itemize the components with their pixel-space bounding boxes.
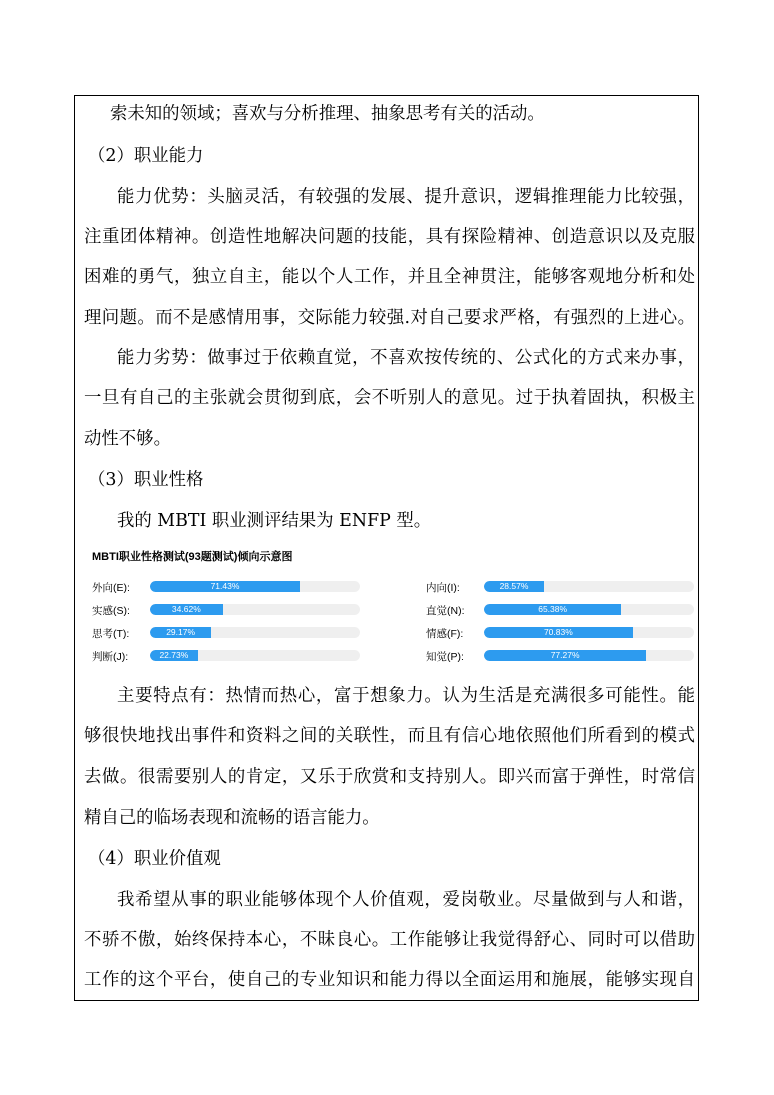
bar-fill (150, 650, 198, 661)
paragraph-line: 我的 MBTI 职业测评结果为 ENFP 型。 (117, 511, 432, 531)
paragraph-line: 能力优势：头脑灵活，有较强的发展、提升意识，逻辑推理能力比较强， (117, 187, 695, 207)
paragraph-line: 主要特点有：热情而热心，富于想象力。认为生活是充满很多可能性。能 (117, 686, 695, 706)
bar-label: 外向(E): (92, 582, 130, 594)
bar-label: 实感(S): (92, 605, 130, 617)
bar-value-label: 77.27% (550, 650, 580, 660)
bar-label: 情感(F): (426, 628, 464, 640)
section-heading: （4）职业价值观 (88, 849, 221, 869)
bar-fill (150, 581, 300, 592)
bar-fill (484, 604, 621, 615)
chart-title: MBTI职业性格测试(93题测试)倾向示意图 (92, 551, 293, 563)
bar-fill (484, 581, 544, 592)
bar-value-label: 71.43% (210, 581, 240, 591)
bar-value-label: 28.57% (499, 581, 529, 591)
section-heading: （2）职业能力 (88, 146, 204, 166)
bar-label: 内向(I): (426, 582, 460, 594)
bar-value-label: 70.83% (543, 627, 573, 637)
bar-row (92, 627, 360, 639)
section-heading: （3）职业性格 (88, 470, 204, 490)
paragraph-line: 注重团体精神。创造性地解决问题的技能，具有探险精神、创造意识以及克服 (84, 227, 695, 247)
bar-row (92, 581, 360, 593)
bar-value-label: 65.38% (538, 604, 568, 614)
bar-row (426, 627, 694, 639)
bar-label: 知觉(P): (426, 651, 464, 663)
paragraph-line: 理问题。而不是感情用事，交际能力较强.对自己要求严格，有强烈的上进心。 (84, 308, 695, 328)
bar-track (150, 604, 360, 615)
paragraph-line: 一旦有自己的主张就会贯彻到底，会不听别人的意见。过于执着固执，积极主 (84, 388, 695, 408)
bar-label: 判断(J): (92, 651, 129, 663)
paragraph-line: 够很快地找出事件和资料之间的关联性，而且有信心地依照他们所看到的模式 (84, 726, 695, 746)
paragraph-line: 索未知的领域；喜欢与分析推理、抽象思考有关的活动。 (110, 104, 545, 124)
bar-track (484, 604, 694, 615)
paragraph-line: 精自己的临场表现和流畅的语言能力。 (84, 808, 380, 828)
bar-fill (150, 604, 223, 615)
bar-label: 思考(T): (92, 628, 130, 640)
bar-row (92, 604, 360, 616)
bar-fill (484, 650, 646, 661)
bar-label: 直觉(N): (426, 605, 465, 617)
paragraph-line: 动性不够。 (84, 429, 171, 449)
paragraph-line: 能力劣势：做事过于依赖直觉，不喜欢按传统的、公式化的方式来办事， (117, 348, 695, 368)
bar-row (426, 604, 694, 616)
bar-track (150, 650, 360, 661)
bar-track (150, 581, 360, 592)
bar-value-label: 22.73% (159, 650, 189, 660)
mbti-chart (92, 548, 692, 668)
bar-row (426, 581, 694, 593)
bar-fill (484, 627, 633, 638)
bar-track (484, 581, 694, 592)
bar-value-label: 29.17% (166, 627, 196, 637)
paragraph-line: 去做。很需要别人的肯定，又乐于欣赏和支持别人。即兴而富于弹性，时常信 (84, 767, 695, 787)
paragraph-line: 我希望从事的职业能够体现个人价值观，爱岗敬业。尽量做到与人和谐， (117, 890, 695, 910)
bar-value-label: 34.62% (171, 604, 201, 614)
bar-track (484, 650, 694, 661)
bar-row (92, 650, 360, 662)
bar-fill (150, 627, 211, 638)
paragraph-line: 不骄不傲，始终保持本心，不昧良心。工作能够让我觉得舒心、同时可以借助 (84, 930, 695, 950)
bar-row (426, 650, 694, 662)
bar-track (150, 627, 360, 638)
paragraph-line: 工作的这个平台，使自己的专业知识和能力得以全面运用和施展，能够实现自 (84, 970, 695, 990)
paragraph-line: 困难的勇气，独立自主，能以个人工作，并且全神贯注，能够客观地分析和处 (84, 267, 695, 287)
bar-track (484, 627, 694, 638)
